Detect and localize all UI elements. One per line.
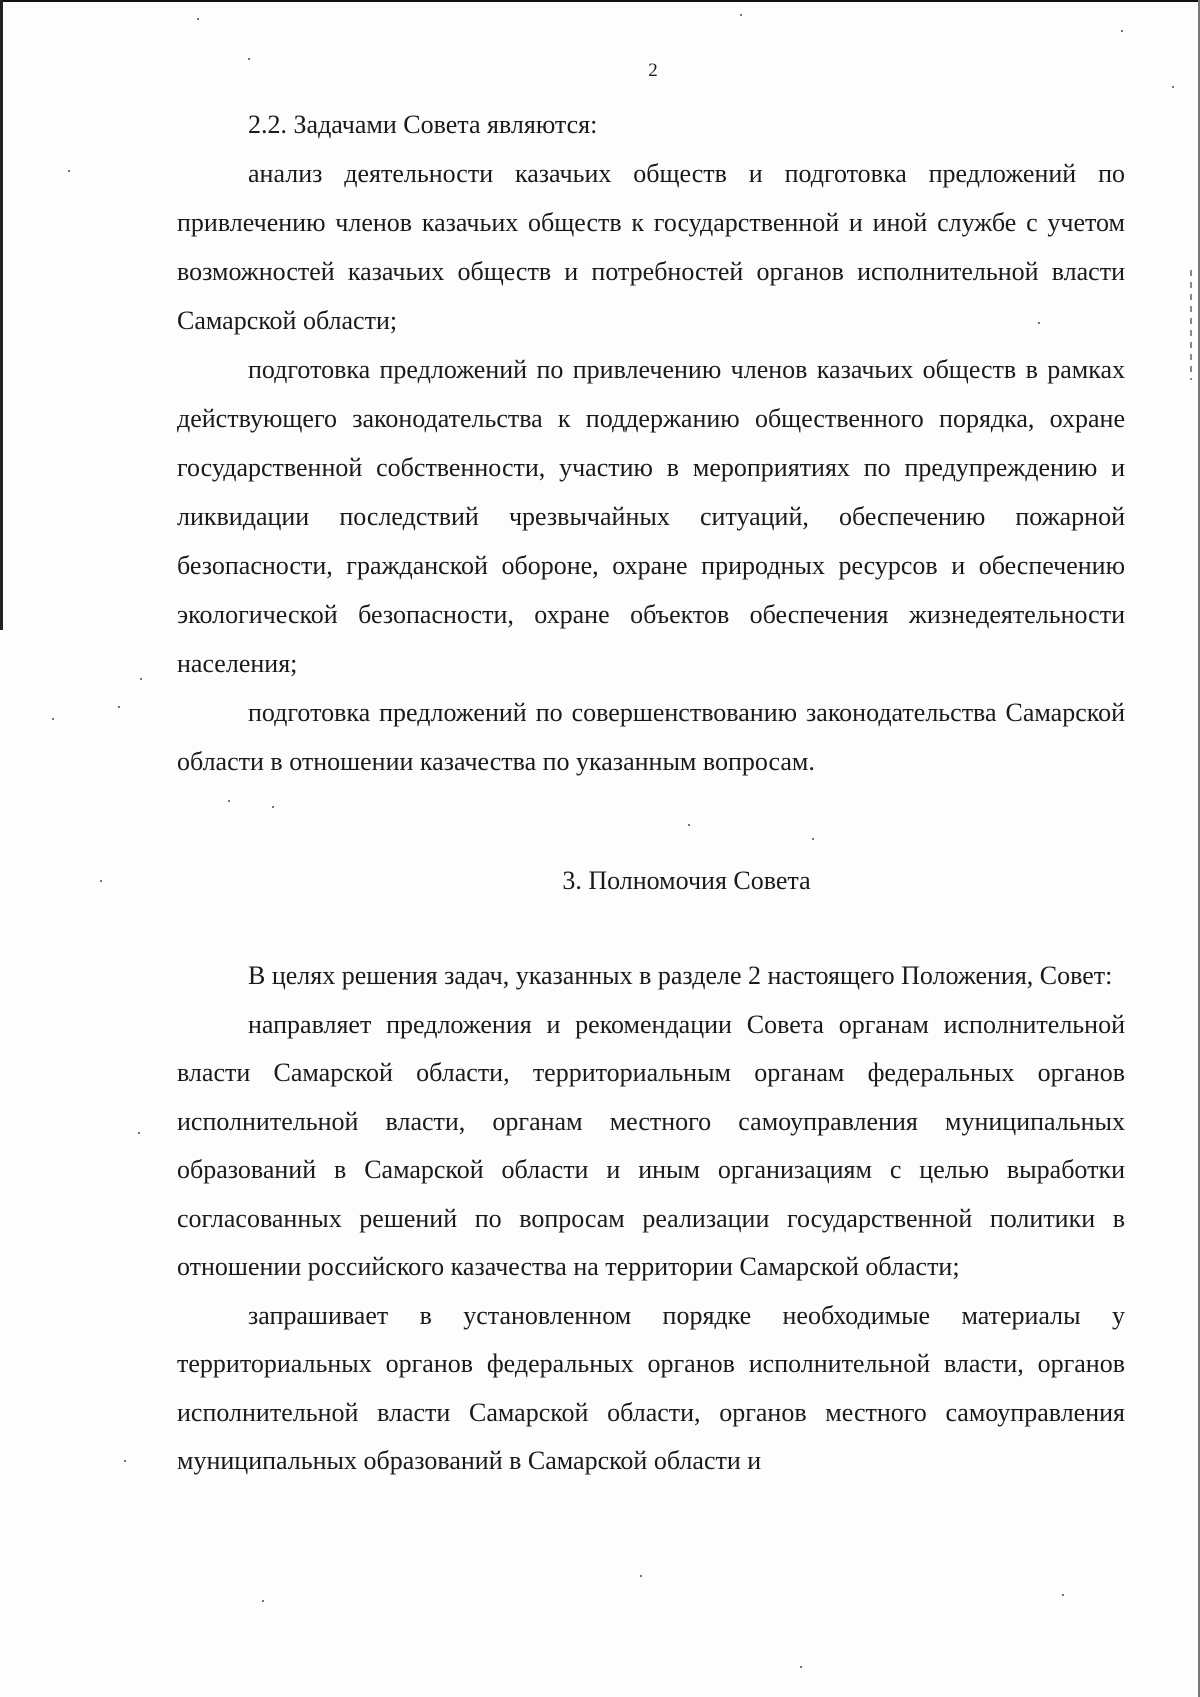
scan-speck: [1062, 1594, 1064, 1596]
section-3-body: [177, 952, 1125, 1486]
section-2-paragraph: подготовка предложений по совершенствованию законодательства Самарской области в отношении казачества по указанным вопросам.: [177, 698, 1125, 776]
section-3-paragraph: запрашивает в установленном порядке необходимые материалы у территориальных органов федеральных органов исполнительной власти, органов исполнительной власти Самарской области, органов местного самоуправления муниципальных образований в Самарской области и: [177, 1300, 1125, 1475]
scan-speck: [640, 1575, 642, 1577]
scan-speck: [100, 880, 102, 882]
section-2-paragraph: подготовка предложений по привлечению членов казачьих обществ в рамках действующего законодательства к поддержанию общественного порядка, охране государственной собственности, участию в мероприятиях по предупреждению и ликвидации последствий чрезвычайных ситуаций, обеспечению пожарной безопасности, гражданской обороне, охране природных ресурсов и обеспечению экологической безопасности, охране объектов обеспечения жизнедеятельности населения;: [177, 355, 1125, 678]
scan-speck: [138, 1132, 140, 1134]
scan-speck: [740, 14, 742, 16]
page-number: 2: [648, 60, 658, 81]
section-3-paragraph: В целях решения задач, указанных в разделе 2 настоящего Положения, Совет:: [248, 961, 1113, 990]
section-3-heading: 3. Полномочия Совета: [562, 866, 811, 895]
section-2-body: [177, 100, 1125, 786]
scan-top-border: [0, 0, 1200, 2]
scan-speck: [272, 806, 274, 808]
scan-speck: [197, 18, 199, 20]
scan-speck: [118, 706, 120, 708]
scan-right-dashes: [1190, 270, 1192, 380]
scan-speck: [262, 1600, 264, 1602]
scan-speck: [228, 800, 230, 802]
scan-speck: [800, 1666, 802, 1668]
section-3-paragraph: направляет предложения и рекомендации Совета органам исполнительной власти Самарской области, территориальным органам федеральных органов исполнительной власти, органам местного самоуправления муниципальных образований в Самарской области и иным организациям с целью выработки согласованных решений по вопросам реализации государственной политики в отношении российского казачества на территории Самарской области;: [177, 1009, 1125, 1281]
scan-left-border: [0, 0, 3, 630]
scan-speck: [688, 824, 690, 826]
scan-speck: [68, 170, 70, 172]
scan-speck: [1121, 30, 1123, 32]
scan-speck: [812, 838, 814, 840]
scan-speck: [52, 718, 54, 720]
section-2-heading: 2.2. Задачами Совета являются:: [248, 110, 598, 139]
scan-speck: [1172, 86, 1174, 88]
section-2-paragraph: анализ деятельности казачьих обществ и подготовка предложений по привлечению членов казачьих обществ к государственной и иной службе с учетом возможностей казачьих обществ и потребностей органов исполнительной власти Самарской области;: [177, 159, 1125, 335]
scan-speck: [124, 1460, 126, 1462]
scan-speck: [140, 678, 142, 680]
